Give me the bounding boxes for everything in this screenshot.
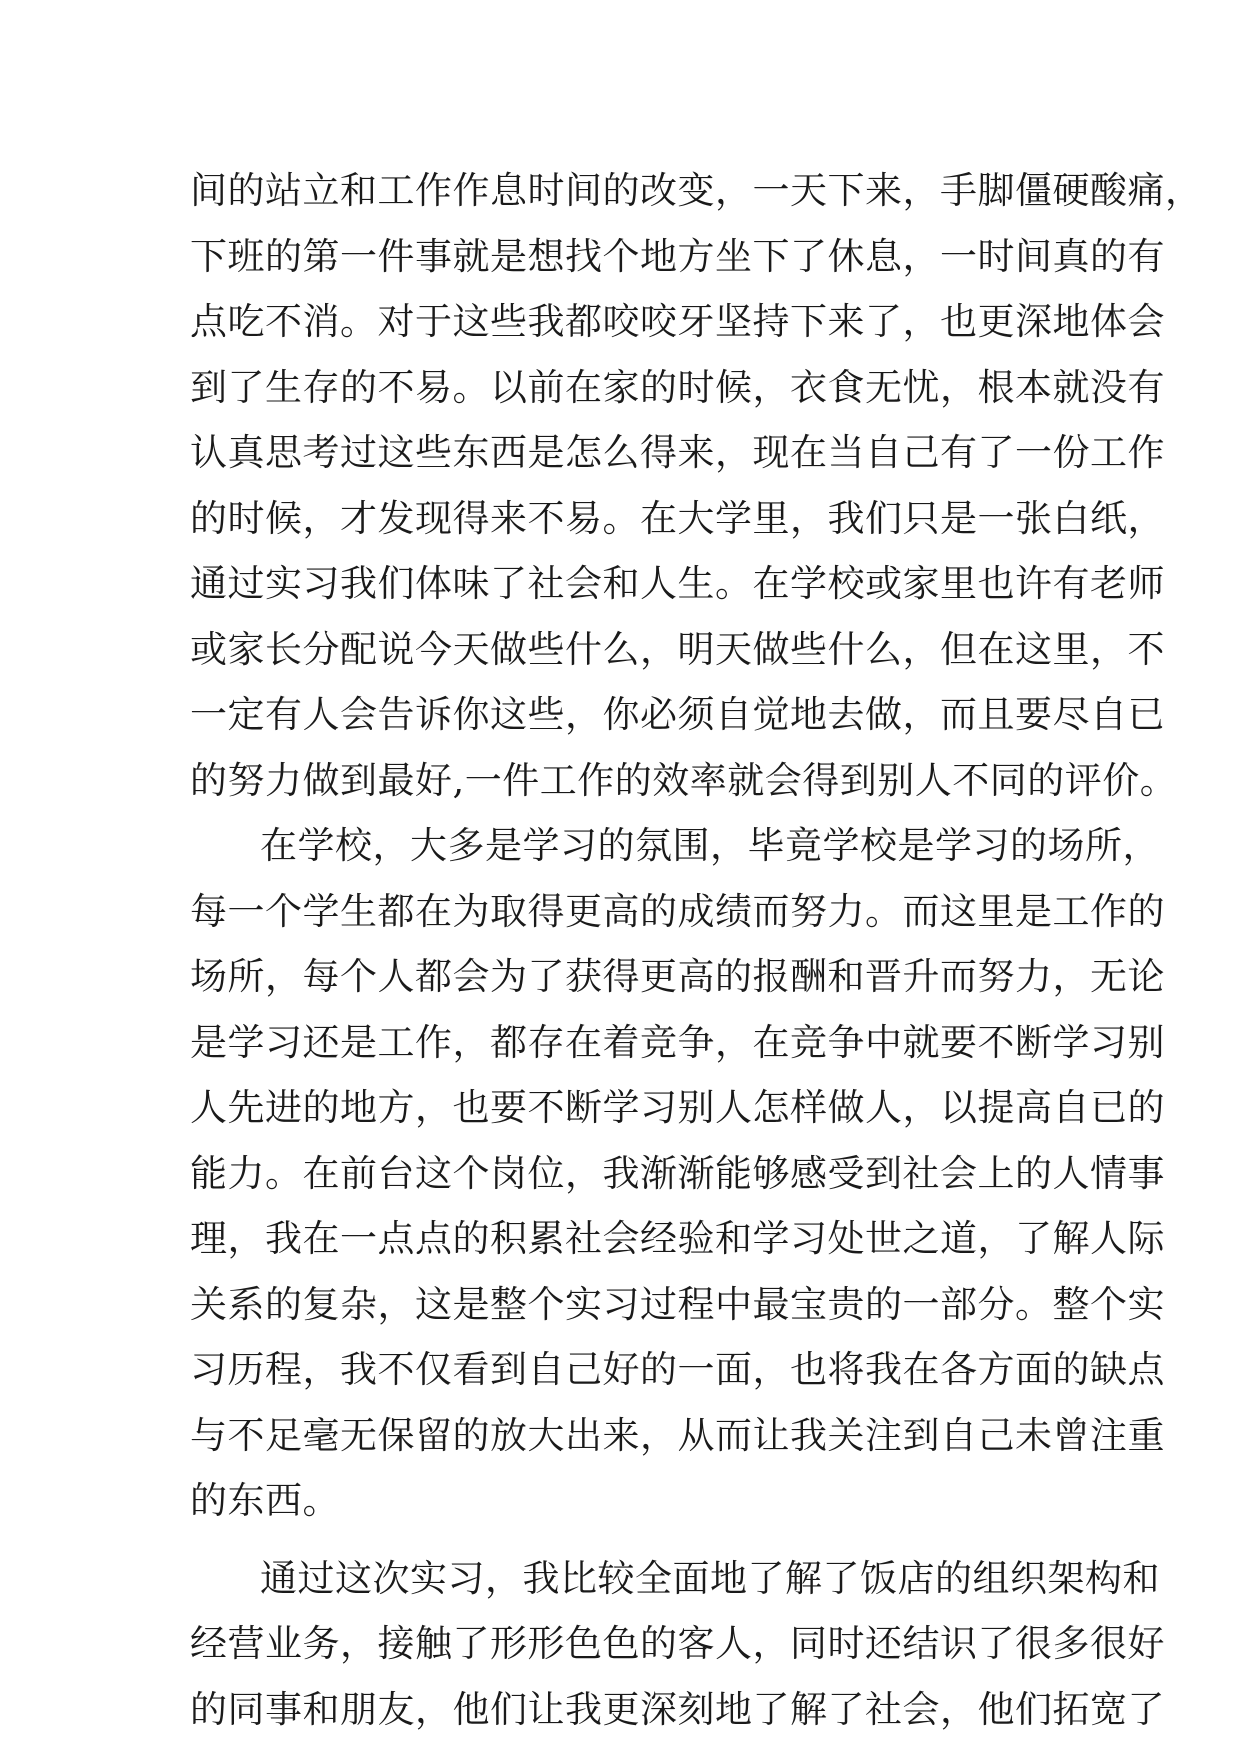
paragraph-first-line: 在学校，大多是学习的氛围，毕竟学校是学习的场所，	[260, 824, 1160, 867]
body-text	[190, 158, 1203, 1742]
text-line: 认真思考过这些东西是怎么得来，现在当自己有了一份工作	[190, 431, 1165, 474]
text-line: 一定有人会告诉你这些，你必须自觉地去做，而且要尽自已	[190, 693, 1165, 736]
text-line: 通过实习我们体味了社会和人生。在学校或家里也许有老师	[190, 562, 1165, 605]
paragraph-first-line: 通过这次实习，我比较全面地了解了饭店的组织架构和	[260, 1556, 1160, 1600]
text-line: 关系的复杂，这是整个实习过程中最宝贵的一部分。整个实	[190, 1282, 1165, 1326]
text-line: 点吃不消。对于这些我都咬咬牙坚持下来了，也更深地体会	[190, 300, 1165, 343]
text-line: 经营业务，接触了形形色色的客人，同时还结识了很多很好	[190, 1622, 1165, 1665]
text-line: 习历程，我不仅看到自己好的一面，也将我在各方面的缺点	[190, 1348, 1165, 1391]
text-line: 理，我在一点点的积累社会经验和学习处世之道，了解人际	[190, 1217, 1165, 1260]
text-line: 人先进的地方，也要不断学习别人怎样做人，以提高自已的	[190, 1086, 1165, 1129]
text-line: 是学习还是工作，都存在着竞争，在竞争中就要不断学习别	[190, 1020, 1165, 1064]
text-line: 下班的第一件事就是想找个地方坐下了休息，一时间真的有	[190, 234, 1165, 278]
text-line: 的东西。	[190, 1479, 340, 1522]
text-line: 或家长分配说今天做些什么，明天做些什么，但在这里，不	[190, 627, 1165, 671]
text-line: 间的站立和工作作息时间的改变，一天下来，手脚僵硬酸痛，	[190, 169, 1203, 212]
text-line: 每一个学生都在为取得更高的成绩而努力。而这里是工作的	[190, 889, 1165, 933]
text-line: 的努力做到最好,一件工作的效率就会得到别人不同的评价。	[190, 758, 1178, 802]
text-line: 场所，每个人都会为了获得更高的报酬和晋升而努力，无论	[190, 955, 1165, 998]
text-line: 到了生存的不易。以前在家的时候，衣食无忧，根本就没有	[190, 365, 1165, 409]
text-line: 与不足毫无保留的放大出来，从而让我关注到自己未曾注重	[190, 1413, 1165, 1457]
text-line: 的同事和朋友，他们让我更深刻地了解了社会，他们拓宽了	[190, 1687, 1165, 1731]
text-line: 能力。在前台这个岗位，我渐渐能够感受到社会上的人情事	[190, 1151, 1165, 1195]
text-line: 的时候，才发现得来不易。在大学里，我们只是一张白纸，	[190, 496, 1165, 540]
